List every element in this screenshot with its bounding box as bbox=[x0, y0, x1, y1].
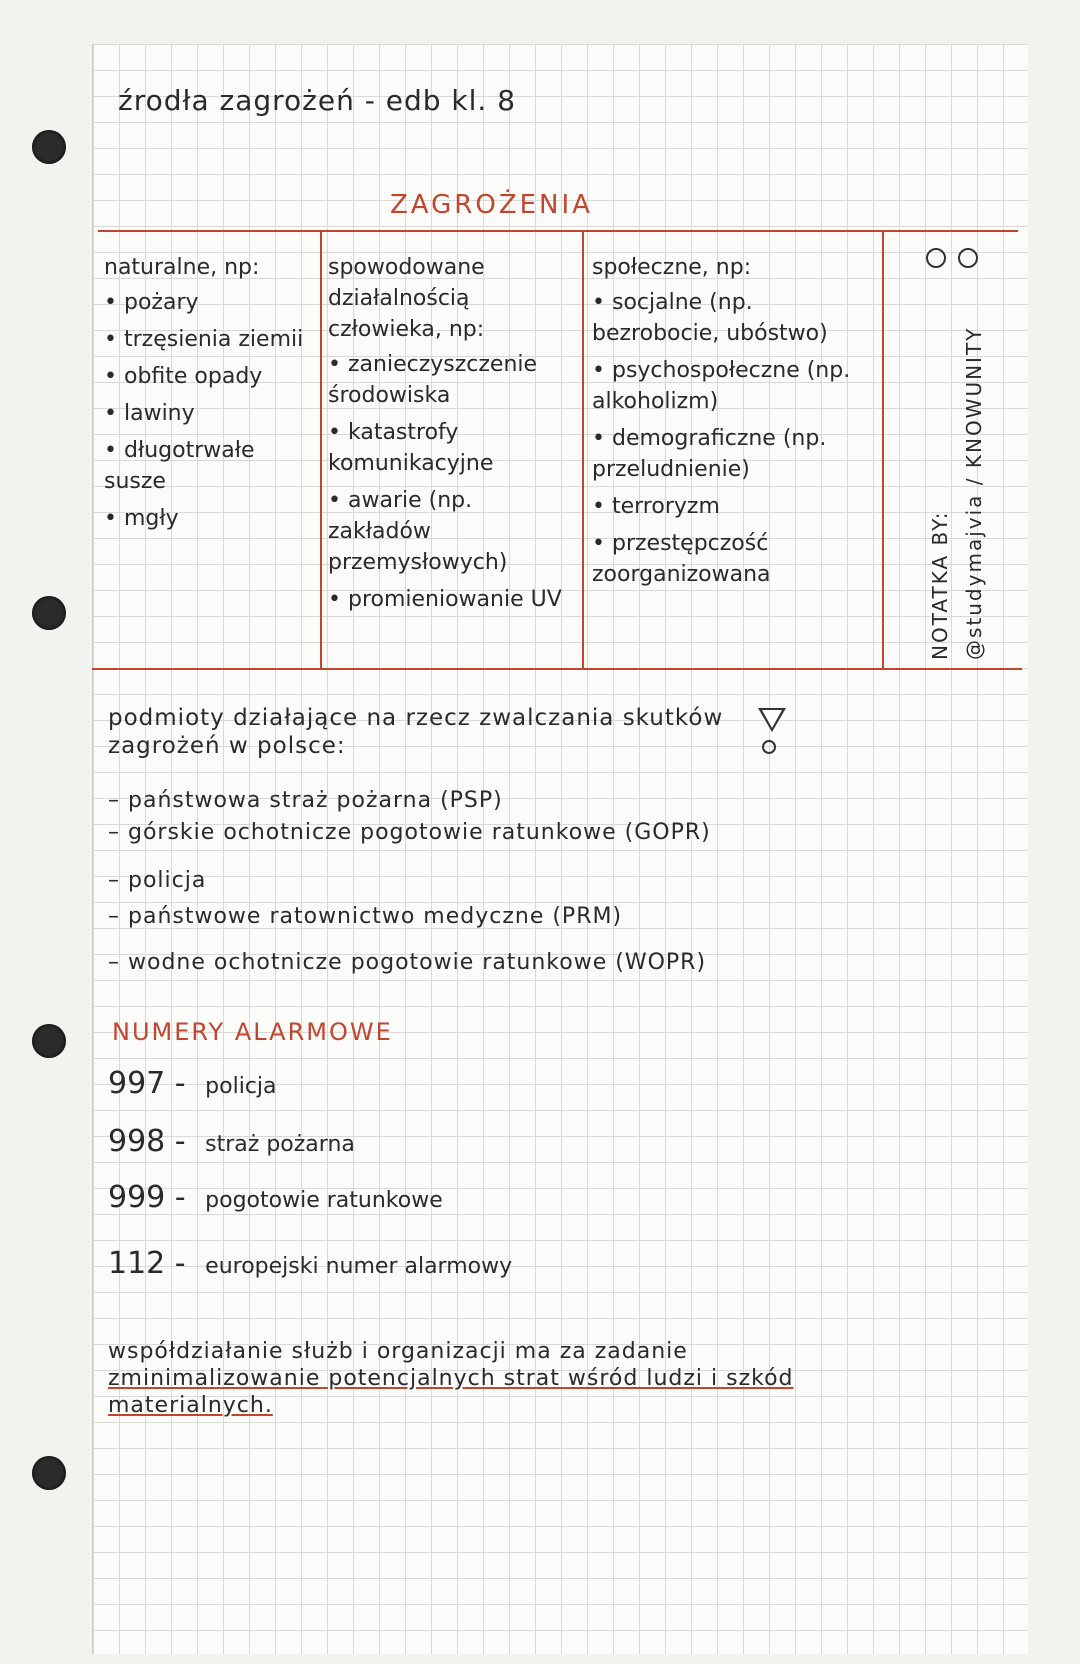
list-item: • przestępczość zoorganizowana bbox=[592, 528, 878, 590]
list-item: • psychospołeczne (np. alkoholizm) bbox=[592, 355, 878, 417]
circle-doodle bbox=[926, 248, 946, 268]
column-divider bbox=[320, 230, 322, 668]
list-item: – policja bbox=[108, 868, 206, 893]
section-heading-zagrozenia: ZAGROŻENIA bbox=[390, 190, 593, 220]
column-head: naturalne, np: bbox=[104, 255, 260, 280]
binder-hole bbox=[32, 596, 66, 630]
list-item: • awarie (np. zakładów przemysłowych) bbox=[328, 485, 578, 578]
summary-plain: współdziałanie służb i organizacji ma za zadanie bbox=[108, 1339, 688, 1364]
list-item: • obfite opady bbox=[104, 361, 312, 392]
triangle-doodle bbox=[758, 708, 786, 732]
circle-doodle bbox=[762, 740, 776, 754]
alarm-number-row: 997 - policja bbox=[108, 1066, 277, 1101]
summary-underlined: zminimalizowanie potencjalnych strat wśród ludzi i szkód materialnych. bbox=[108, 1366, 794, 1418]
page-title: źrodła zagrożeń - edb kl. 8 bbox=[118, 84, 517, 117]
alarm-description: straż pożarna bbox=[205, 1132, 355, 1157]
list-item: • długotrwałe susze bbox=[104, 435, 312, 497]
list-item: – państwowe ratownictwo medyczne (PRM) bbox=[108, 904, 622, 929]
column-human bbox=[328, 252, 578, 621]
alarm-number-row: 999 - pogotowie ratunkowe bbox=[108, 1180, 443, 1215]
table-bottom-line bbox=[92, 668, 1022, 670]
summary-note bbox=[108, 1338, 868, 1419]
table-top-line bbox=[98, 230, 1018, 232]
list-item: • socjalne (np. bezrobocie, ubóstwo) bbox=[592, 287, 878, 349]
binder-hole bbox=[32, 1024, 66, 1058]
list-item: • promieniowanie UV bbox=[328, 584, 578, 615]
list-item: – wodne ochotnicze pogotowie ratunkowe (WOPR) bbox=[108, 950, 706, 975]
alarm-number: 997 bbox=[108, 1066, 166, 1101]
alarm-description: europejski numer alarmowy bbox=[205, 1254, 513, 1279]
alarm-number: 999 bbox=[108, 1180, 166, 1215]
list-item: • terroryzm bbox=[592, 491, 878, 522]
column-divider bbox=[582, 230, 584, 668]
circle-doodle bbox=[958, 248, 978, 268]
alarm-number-row: 998 - straż pożarna bbox=[108, 1124, 355, 1159]
alarm-number: 998 bbox=[108, 1124, 166, 1159]
list-item: – państwowa straż pożarna (PSP) bbox=[108, 788, 503, 813]
subjects-heading: podmioty działające na rzecz zwalczania skutków zagrożeń w polsce: bbox=[108, 705, 724, 759]
column-divider bbox=[882, 230, 884, 668]
alarm-number-row: 112 - europejski numer alarmowy bbox=[108, 1246, 513, 1281]
alarm-description: policja bbox=[205, 1074, 277, 1099]
list-item: – górskie ochotnicze pogotowie ratunkowe (GOPR) bbox=[108, 820, 711, 845]
credit-handle: @studymajvia / KNOWUNITY bbox=[962, 326, 986, 660]
alarm-description: pogotowie ratunkowe bbox=[205, 1188, 443, 1213]
list-item: • mgły bbox=[104, 503, 312, 534]
column-social bbox=[592, 252, 878, 596]
list-item: • zanieczyszczenie środowiska bbox=[328, 349, 578, 411]
alarm-heading: NUMERY ALARMOWE bbox=[112, 1018, 393, 1046]
binder-hole bbox=[32, 130, 66, 164]
list-item: • lawiny bbox=[104, 398, 312, 429]
list-item: • trzęsienia ziemii bbox=[104, 324, 312, 355]
list-item: • pożary bbox=[104, 287, 312, 318]
binder-hole bbox=[32, 1456, 66, 1490]
alarm-number: 112 bbox=[108, 1246, 166, 1281]
list-item: • demograficzne (np. przeludnienie) bbox=[592, 423, 878, 485]
column-head: społeczne, np: bbox=[592, 255, 752, 280]
column-head: spowodowane działalnością człowieka, np: bbox=[328, 255, 485, 342]
column-natural bbox=[104, 252, 312, 540]
credit-label: NOTATKA BY: bbox=[928, 510, 952, 660]
list-item: • katastrofy komunikacyjne bbox=[328, 417, 578, 479]
